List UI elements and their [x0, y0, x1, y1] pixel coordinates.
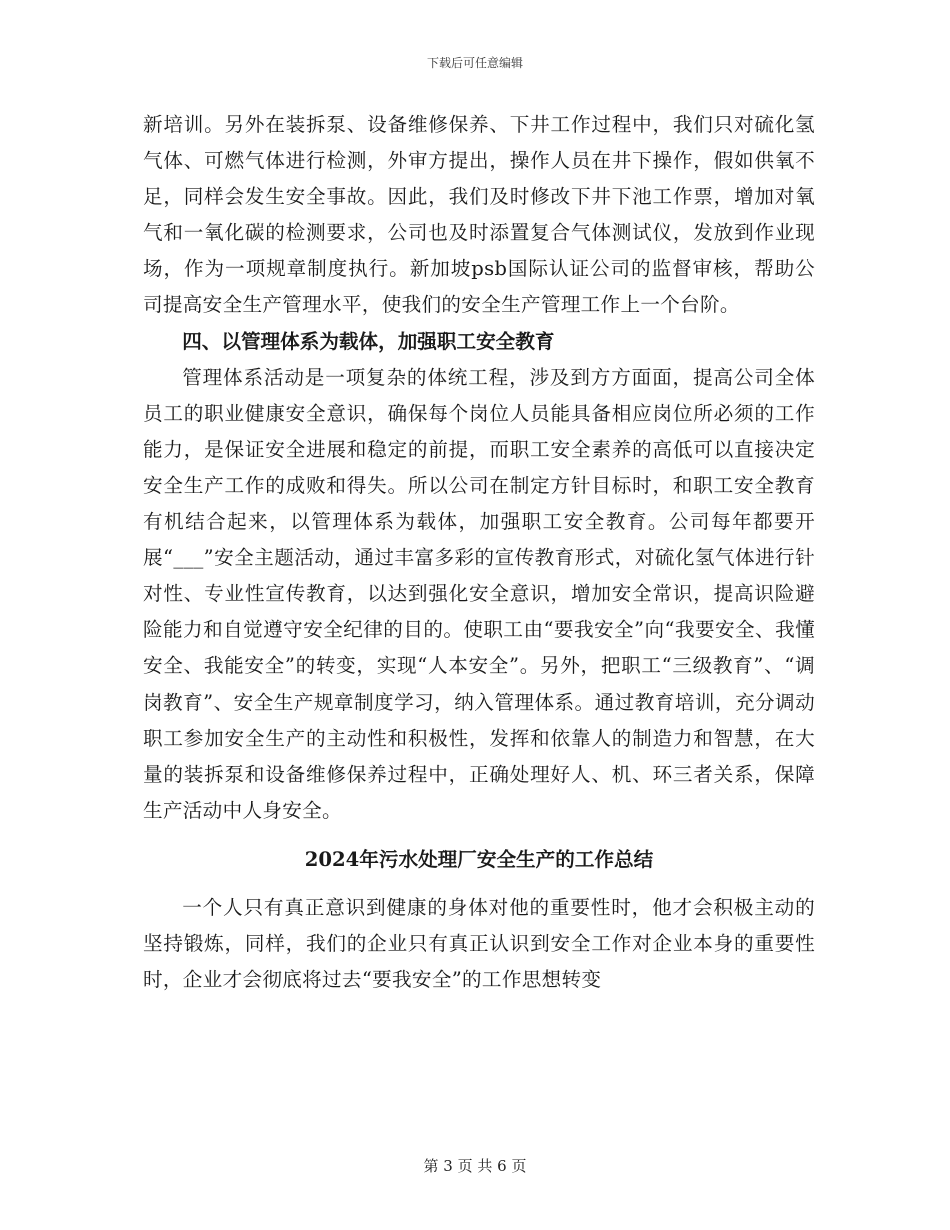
- document-title: 2024年污水处理厂安全生产的工作总结: [304, 847, 654, 871]
- paragraph-intro: 一个人只有真正意识到健康的身体对他的重要性时，他才会积极主动的坚持锻炼，同样，我们的企业只有真正认识到安全工作对企业本身的重要性时，企业才会彻底将过去“要我安全”的工作思想转变: [143, 895, 815, 992]
- paragraph-section-four: 管理体系活动是一项复杂的体统工程，涉及到方方面面，提高公司全体员工的职业健康安全意识，确保每个岗位人员能具备相应岗位所必须的工作能力，是保证安全进展和稳定的前提，而职工安全素养的高低可以直接决定安全生产工作的成败和得失。所以公司在制定方针目标时，和职工安全教育有机结合起来，以管理体系为载体，加强职工安全教育。公司每年都要开展“___”安全主题活动，通过丰富多彩的宣传教育形式，对硫化氢气体进行针对性、专业性宣传教育，以达到强化安全意识，增加安全常识，提高识险避险能力和自觉遵守安全纪律的目的。使职工由“要我安全”向“我要安全、我懂安全、我能安全”的转变，实现“人本安全”。另外，把职工“三级教育”、“调岗教育”、安全生产规章制度学习，纳入管理体系。通过教育培训，充分调动职工参加安全生产的主动性和积极性，发挥和依靠人的制造力和智慧，在大量的装拆泵和设备维修保养过程中，正确处理好人、机、环三者关系，保障生产活动中人身安全。: [143, 365, 815, 822]
- section-heading: 四、以管理体系为载体，加强职工安全教育: [182, 329, 555, 353]
- paragraph-continuation: 新培训。另外在装拆泵、设备维修保养、下井工作过程中，我们只对硫化氢气体、可燃气体进行检测，外审方提出，操作人员在井下操作，假如供氧不足，同样会发生安全事故。因此，我们及时修改下井下池工作票，增加对氧气和一氧化碳的检测要求，公司也及时添置复合气体测试仪，发放到作业现场，作为一项规章制度执行。新加坡psb国际认证公司的监督审核，帮助公司提高安全生产管理水平，使我们的安全生产管理工作上一个台阶。: [143, 113, 815, 317]
- page-number: 第 3 页 共 6 页: [423, 1157, 527, 1175]
- page-header: 下载后可任意编辑: [426, 56, 523, 70]
- document-body: [143, 107, 815, 998]
